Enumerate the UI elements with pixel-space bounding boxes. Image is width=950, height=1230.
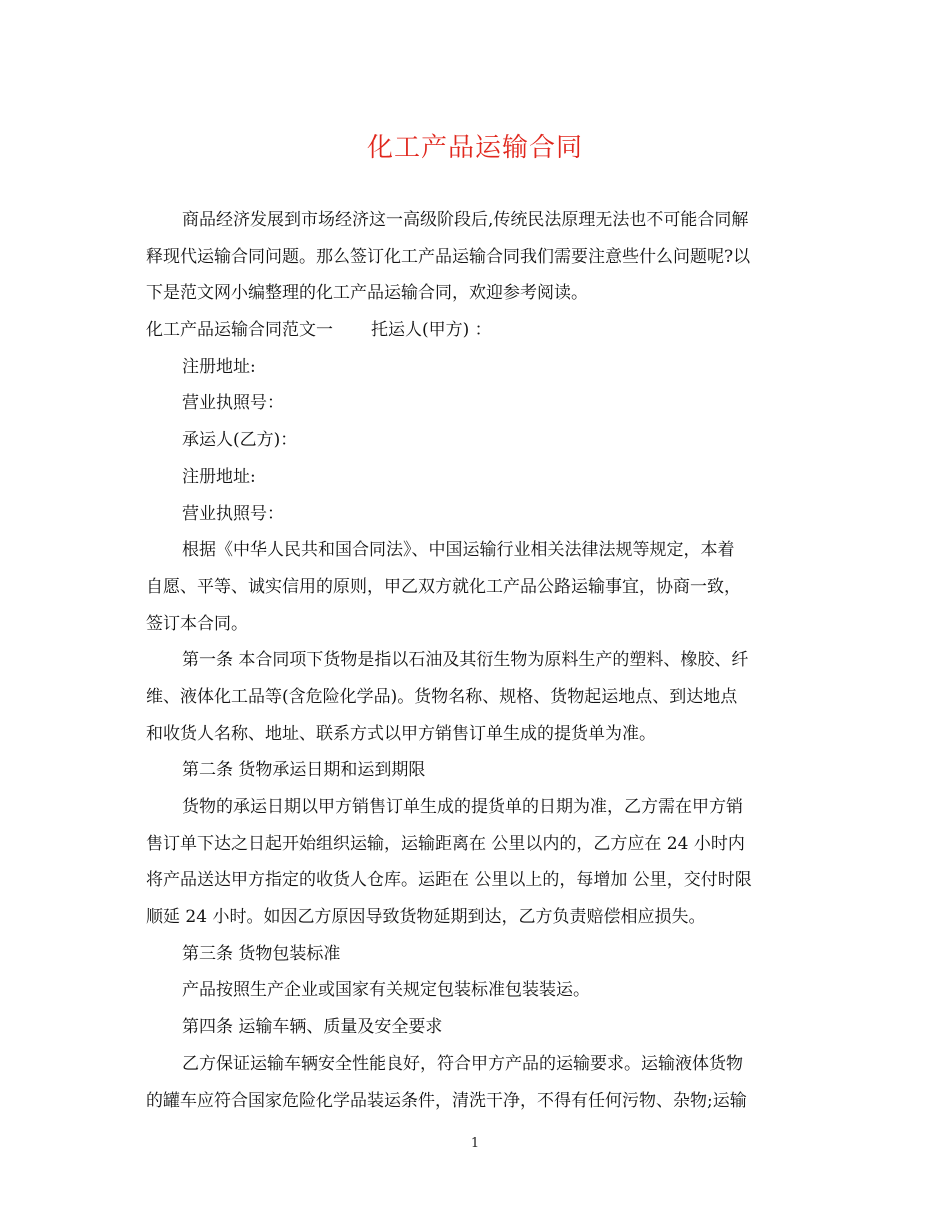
paragraph-line: 货物的承运日期以甲方销售订单生成的提货单的日期为准，乙方需在甲方销: [182, 797, 743, 817]
field-line: 注册地址:: [182, 356, 256, 377]
field-line: 营业执照号：: [182, 393, 284, 414]
paragraph-line: 将产品送达甲方指定的收货人仓库。运距在 公里以上的，每增加 公里，交付时限: [146, 870, 752, 891]
field-line: 营业执照号：: [182, 503, 284, 524]
paragraph-line: 商品经济发展到市场经济这一高级阶段后,传统民法原理无法也不可能合同解: [182, 210, 749, 230]
paragraph-line: 乙方保证运输车辆安全性能良好，符合甲方产品的运输要求。运输液体货物: [182, 1053, 743, 1074]
paragraph-line: 签订本合同。: [146, 613, 248, 634]
page-number: 1: [470, 1136, 480, 1151]
paragraph-line: 根据《中华人民共和国合同法》、中国运输行业相关法律法规等规定，本着: [182, 540, 735, 561]
paragraph-line: 维、液体化工品等(含危险化学品)。货物名称、规格、货物起运地点、到达地点: [146, 686, 738, 707]
document-body: [146, 202, 806, 1119]
section-heading-line: [146, 312, 806, 349]
field-line: 承运人(乙方)：: [182, 430, 298, 451]
article-heading: 第三条 货物包装标准: [182, 943, 341, 964]
paragraph-line: 释现代运输合同问题。那么签订化工产品运输合同我们需要注意些什么问题呢?以: [146, 246, 751, 267]
paragraph-line: 顺延 24 小时。如因乙方原因导致货物延期到达，乙方负责赔偿相应损失。: [146, 907, 706, 928]
sample-heading: 化工产品运输合同范文一: [146, 320, 333, 341]
paragraph-line: 自愿、平等、诚实信用的原则，甲乙双方就化工产品公路运输事宜，协商一致，: [146, 576, 741, 597]
consignor-label: 托运人(甲方) ：: [371, 320, 492, 341]
paragraph-line: 的罐车应符合国家危险化学品装运条件，清洗干净，不得有任何污物、杂物;运输: [146, 1090, 747, 1111]
field-line: 注册地址:: [182, 466, 256, 487]
paragraph-line: 第一条 本合同项下货物是指以石油及其衍生物为原料生产的塑料、橡胶、纤: [182, 650, 749, 671]
article-heading: 第二条 货物承运日期和运到期限: [182, 760, 426, 781]
article-heading: 第四条 运输车辆、质量及安全要求: [182, 1017, 443, 1038]
paragraph-line: 产品按照生产企业或国家有关规定包装标准包装装运。: [182, 980, 590, 1001]
paragraph-line: 和收货人名称、地址、联系方式以甲方销售订单生成的提货单为准。: [146, 723, 656, 744]
paragraph-line: 售订单下达之日起开始组织运输，运输距离在 公里以内的，乙方应在 24 小时内: [146, 833, 745, 854]
paragraph-line: 下是范文网小编整理的化工产品运输合同，欢迎参考阅读。: [146, 283, 588, 304]
document-title: 化工产品运输合同: [366, 133, 583, 163]
